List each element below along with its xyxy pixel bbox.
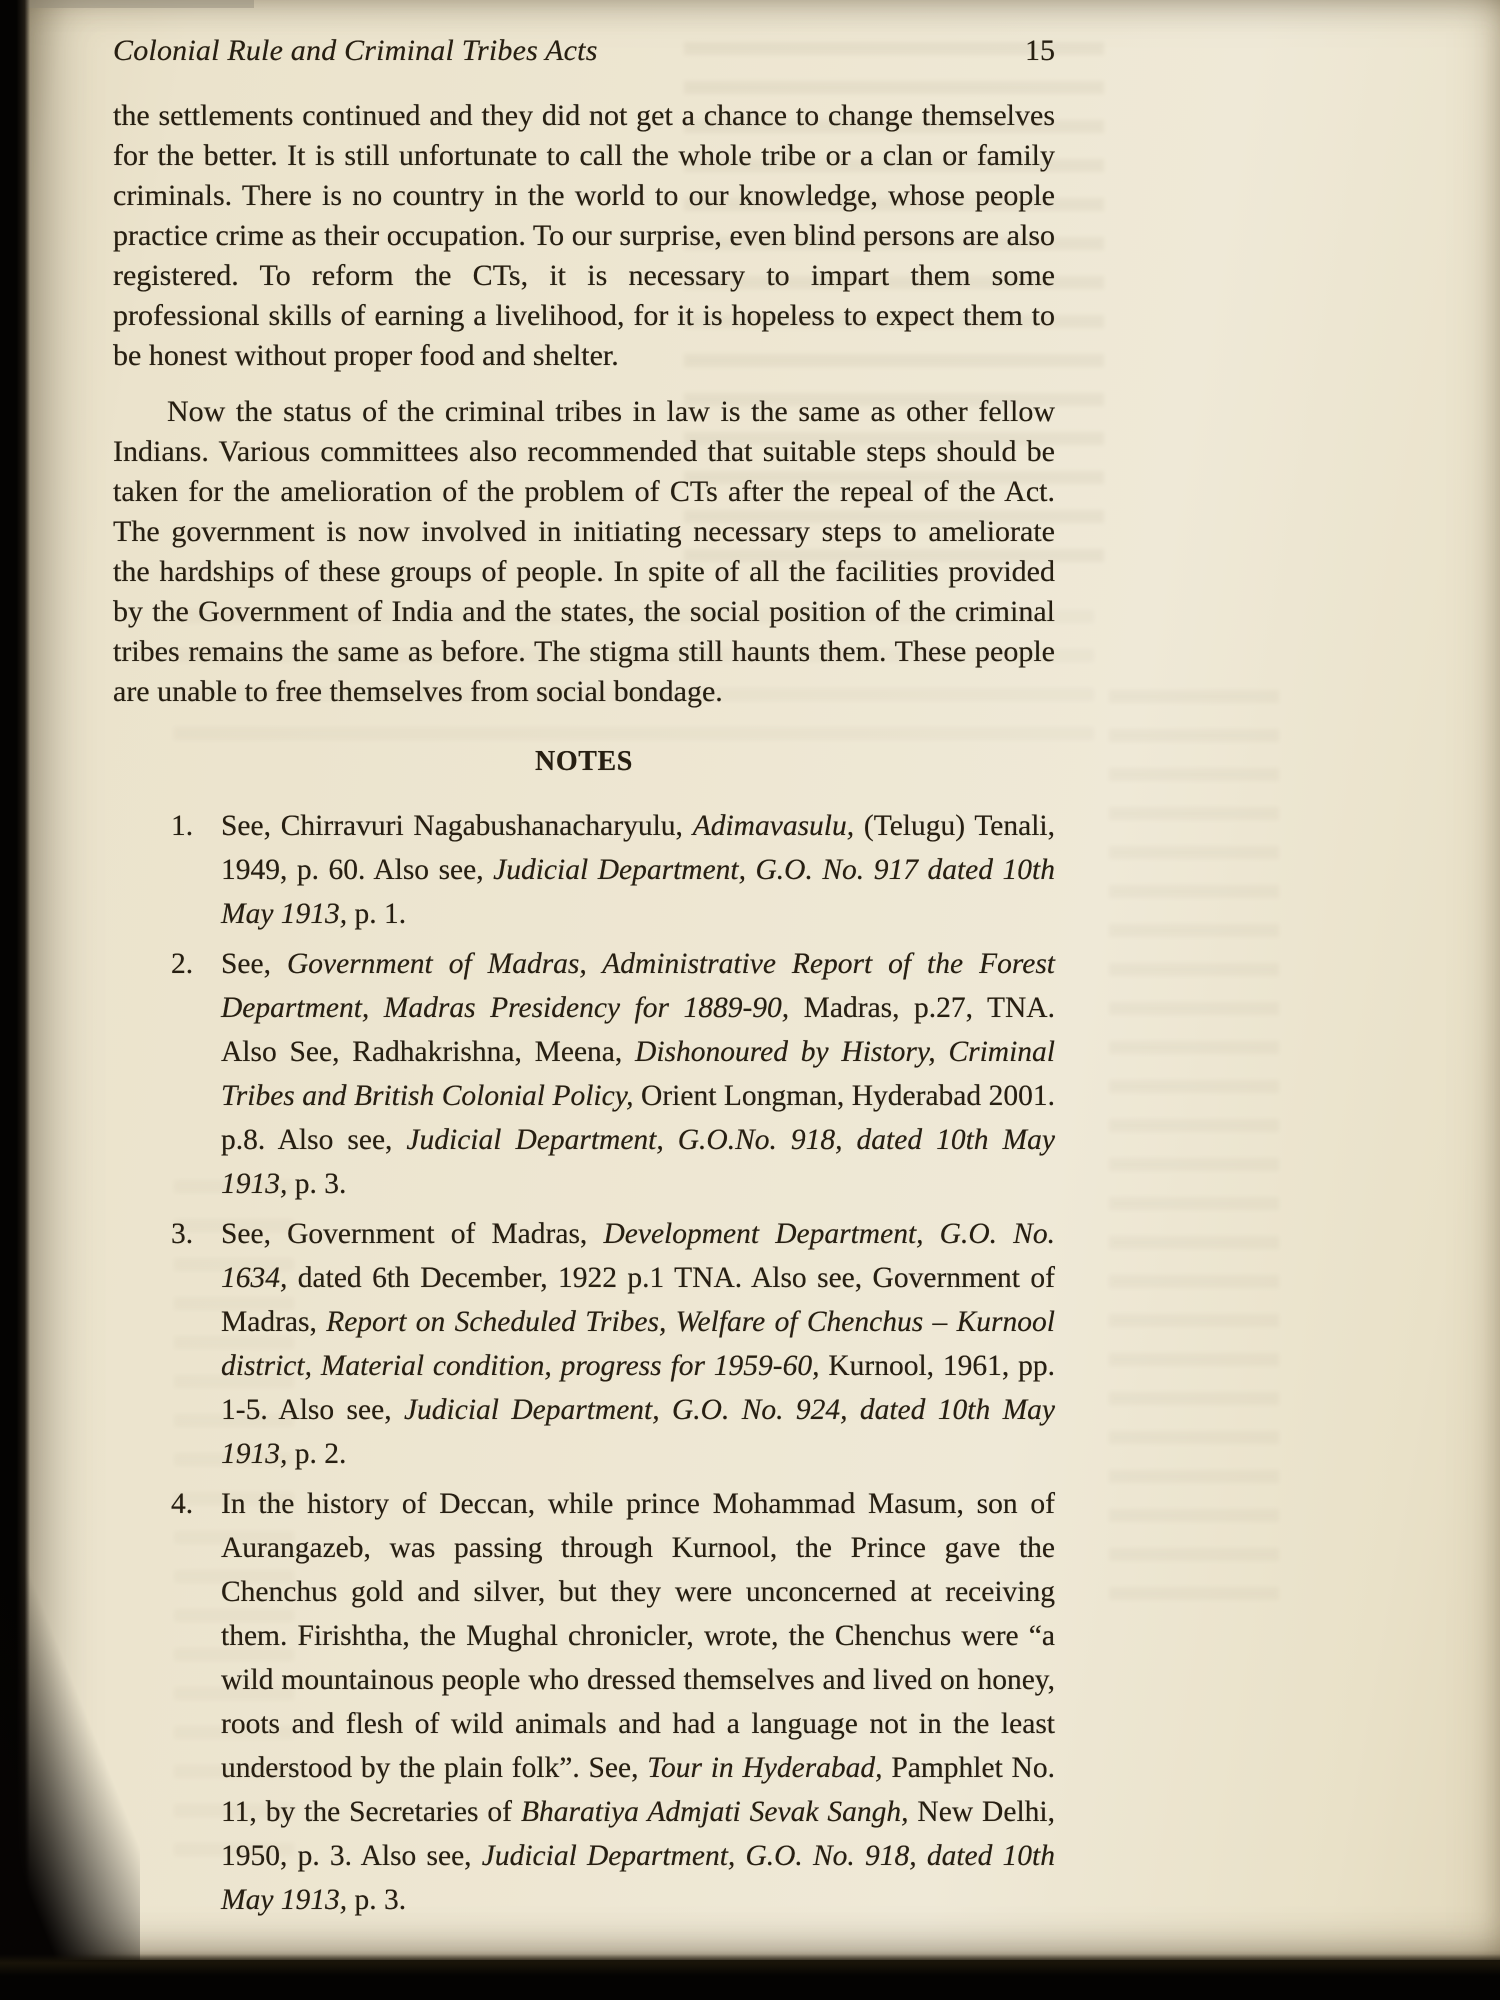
text-run: See, [221, 948, 287, 980]
page-content [113, 34, 1055, 1928]
note-text [221, 1488, 1055, 1916]
text-run: Dishonoured by History, Criminal Tribes and British Colonial Policy, [221, 1036, 1055, 1112]
text-run: Judicial Department, G.O. No. 917 dated 10th May 1913, [221, 854, 1055, 930]
text-run: Tour in Hyderabad, [647, 1752, 883, 1784]
text-run: New Delhi, 1950, p. 3. Also see, [221, 1796, 1055, 1872]
text-run: Judicial Department, G.O. No. 924, dated 10th May 1913, [221, 1394, 1055, 1470]
text-run: See, Government of Madras, [221, 1218, 604, 1250]
notes-list [113, 804, 1055, 1922]
text-run: Orient Longman, Hyderabad 2001. p.8. Also see, [221, 1080, 1055, 1156]
text-run: Judicial Department, G.O.No. 918, dated 10th May 1913, [221, 1124, 1055, 1200]
text-run: Adimavasulu, [692, 810, 855, 842]
running-title: Colonial Rule and Criminal Tribes Acts [113, 34, 598, 67]
note-text [221, 810, 1055, 930]
text-run: Development Department, G.O. No. 1634, [221, 1218, 1055, 1294]
text-run: Report on Scheduled Tribes, Welfare of Chenchus – Kurnool district, Material condition, progress for 1959-60, [221, 1306, 1055, 1382]
notes-heading: NOTES [535, 746, 633, 777]
page-top-edge [24, 0, 254, 8]
text-run: Government of Madras, Administrative Report of the Forest Department, Madras Presidency for 1889-90, [221, 948, 1055, 1024]
binding-shadow-corner [0, 1540, 140, 2000]
text-run: See, Chirravuri Nagabushanacharyulu, [221, 810, 693, 842]
text-run: p. 3. [287, 1168, 347, 1200]
text-run: (Telugu) Tenali, 1949, p. 60. Also see, [221, 810, 1055, 886]
text-run: p. 1. [347, 898, 407, 930]
text-run: In the history of Deccan, while prince Mohammad Masum, son of Aurangazeb, was passing through Kurnool, the Prince gave the Chenchus gold and silver, but they were unconcerned at receiving them. Firishtha, the Mughal chronicler, wrote, the Chenchus were “a wild mountainous people who dressed themselves and lived on honey, roots and flesh of wild animals and had a language not in the least understood by the plain folk”. See, [221, 1488, 1055, 1784]
text-run: Bharatiya Admjati Sevak Sangh, [520, 1796, 909, 1828]
text-run: Pamphlet No. 11, by the Secretaries of [221, 1752, 1055, 1828]
page-header [113, 34, 1055, 68]
note-text [221, 948, 1055, 1200]
note-number: 4. [171, 1488, 194, 1520]
note-item [113, 942, 1055, 1206]
note-item [113, 804, 1055, 936]
text-run: Now the status of the criminal tribes in law is the same as other fellow Indians. Various committees also recommended that suitable steps should be taken for the amelioration of the problem of CTs after the repeal of the Act. The government is now involved in initiating necessary steps to ameliorate the hardships of these groups of people. In spite of all the facilities provided by the Government of India and the states, the social position of the criminal tribes remains the same as before. The stigma still haunts them. These people are unable to free themselves from social bondage. [113, 395, 1055, 708]
note-item [113, 1212, 1055, 1476]
bleedthrough-texture [1109, 690, 1279, 1610]
page-number: 15 [1025, 34, 1055, 67]
text-run: Madras, p.27, TNA. Also See, Radhakrishna, Meena, [221, 992, 1055, 1068]
body-paragraphs [113, 96, 1055, 712]
text-run: p. 3. [347, 1884, 407, 1916]
note-item [113, 1482, 1055, 1922]
text-run: the settlements continued and they did not get a chance to change themselves for the better. It is still unfortunate to call the whole tribe or a clan or family criminals. There is no country in the world to our knowledge, whose people practice crime as their occupation. To our surprise, even blind persons are also registered. To reform the CTs, it is necessary to impart them some professional skills of earning a livelihood, for it is hopeless to expect them to be honest without proper food and shelter. [113, 99, 1055, 372]
note-number: 2. [171, 948, 194, 980]
note-number: 3. [171, 1218, 194, 1250]
note-number: 1. [171, 810, 194, 842]
text-run: p. 2. [287, 1438, 347, 1470]
paragraph [113, 392, 1055, 712]
text-run: dated 6th December, 1922 p.1 TNA. Also see, Government of Madras, [221, 1262, 1055, 1338]
paragraph [113, 96, 1055, 376]
text-run: Judicial Department, G.O. No. 918, dated 10th May 1913, [221, 1840, 1055, 1916]
text-run: Kurnool, 1961, pp. 1-5. Also see, [221, 1350, 1055, 1426]
scan-bottom-edge [0, 1954, 1500, 2000]
note-text [221, 1218, 1055, 1470]
